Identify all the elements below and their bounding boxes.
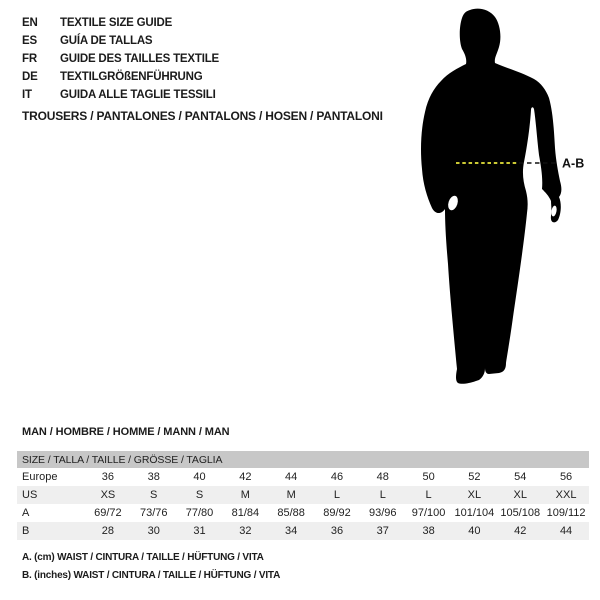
row-label: A [22,507,30,519]
table-cell: L [333,489,341,501]
table-cell: 42 [514,525,527,537]
legend-line-b: B. (inches) WAIST / CINTURA / TAILLE / HÜFTUNG / VITA [22,570,281,581]
table-cell: 40 [468,525,481,537]
language-row [22,86,219,104]
legend-line-a: A. (cm) WAIST / CINTURA / TAILLE / HÜFTUNG / VITA [22,552,264,563]
table-cell: 32 [239,525,252,537]
language-code: ES [22,35,37,47]
table-row-europe [17,468,589,486]
table-row-b-inches [17,522,589,540]
language-code: EN [22,17,38,29]
table-cell: 28 [101,525,115,537]
table-cell: XL [513,489,527,501]
language-row [22,50,219,68]
table-cell: 81/84 [231,507,260,519]
table-cell: 73/76 [139,507,168,519]
table-cell: 38 [422,525,435,537]
category-title: TROUSERS / PANTALONES / PANTALONS / HOSEN / PANTALONI [22,109,383,123]
table-cell: 54 [514,471,527,483]
table-cell: 42 [239,471,252,483]
table-cell: 46 [330,471,344,483]
size-table [17,451,589,540]
table-cell: L [425,489,432,501]
table-cell: 69/72 [94,507,122,519]
row-label: Europe [22,471,58,483]
language-label: TEXTILGRÖßENFÜHRUNG [60,71,203,83]
table-cell: 40 [193,471,206,483]
language-code: FR [22,53,37,65]
language-code: IT [22,89,32,101]
table-row-us [17,486,589,504]
table-cell: S [195,489,204,501]
language-row [22,14,219,32]
table-cell: 105/108 [500,507,541,519]
language-row [22,68,219,86]
table-row-a-cm [17,504,589,522]
measure-label: A-B [562,156,585,171]
language-row [22,32,219,50]
table-cell: 34 [285,525,298,537]
table-cell: 48 [376,471,389,483]
table-cell: 36 [101,471,115,483]
table-cell: 37 [376,525,389,537]
table-cell: 31 [193,525,206,537]
row-label: B [22,525,30,537]
table-cell: 36 [330,525,344,537]
table-cell: 97/100 [411,507,446,519]
table-cell: XS [100,489,116,501]
table-cell: XL [467,489,482,501]
measurement-legend [22,549,280,585]
table-cell: 89/92 [323,507,351,519]
table-cell: 50 [422,471,435,483]
table-cell: L [379,489,386,501]
size-table-header: SIZE / TALLA / TAILLE / GRÖSSE / TAGLIA [17,451,589,468]
size-table-header-row [17,451,589,468]
language-label: TEXTILE SIZE GUIDE [60,17,173,29]
table-cell: M [286,489,296,501]
section-title-man: MAN / HOMBRE / HOMME / MANN / MAN [22,426,230,438]
table-cell: 56 [559,471,573,483]
language-label: GUIDE DES TAILLES TEXTILE [60,53,219,65]
language-label: GUÍA DE TALLAS [60,35,153,47]
row-label: US [22,489,38,501]
table-cell: S [150,489,158,501]
table-cell: 44 [285,471,298,483]
table-cell: 77/80 [185,507,214,519]
table-cell: M [240,489,250,501]
table-cell: 85/88 [277,507,305,519]
language-list [22,14,219,104]
table-cell: 52 [468,471,481,483]
man-silhouette-figure [405,0,600,400]
table-cell: 93/96 [369,507,397,519]
table-cell: 101/104 [454,507,495,519]
table-cell: 30 [147,525,160,537]
man-silhouette [421,9,561,384]
table-cell: 44 [559,525,573,537]
table-cell: XXL [555,489,577,501]
language-label: GUIDA ALLE TAGLIE TESSILI [60,89,216,101]
table-cell: 109/112 [546,507,586,519]
table-cell: 38 [147,471,160,483]
language-code: DE [22,71,38,83]
